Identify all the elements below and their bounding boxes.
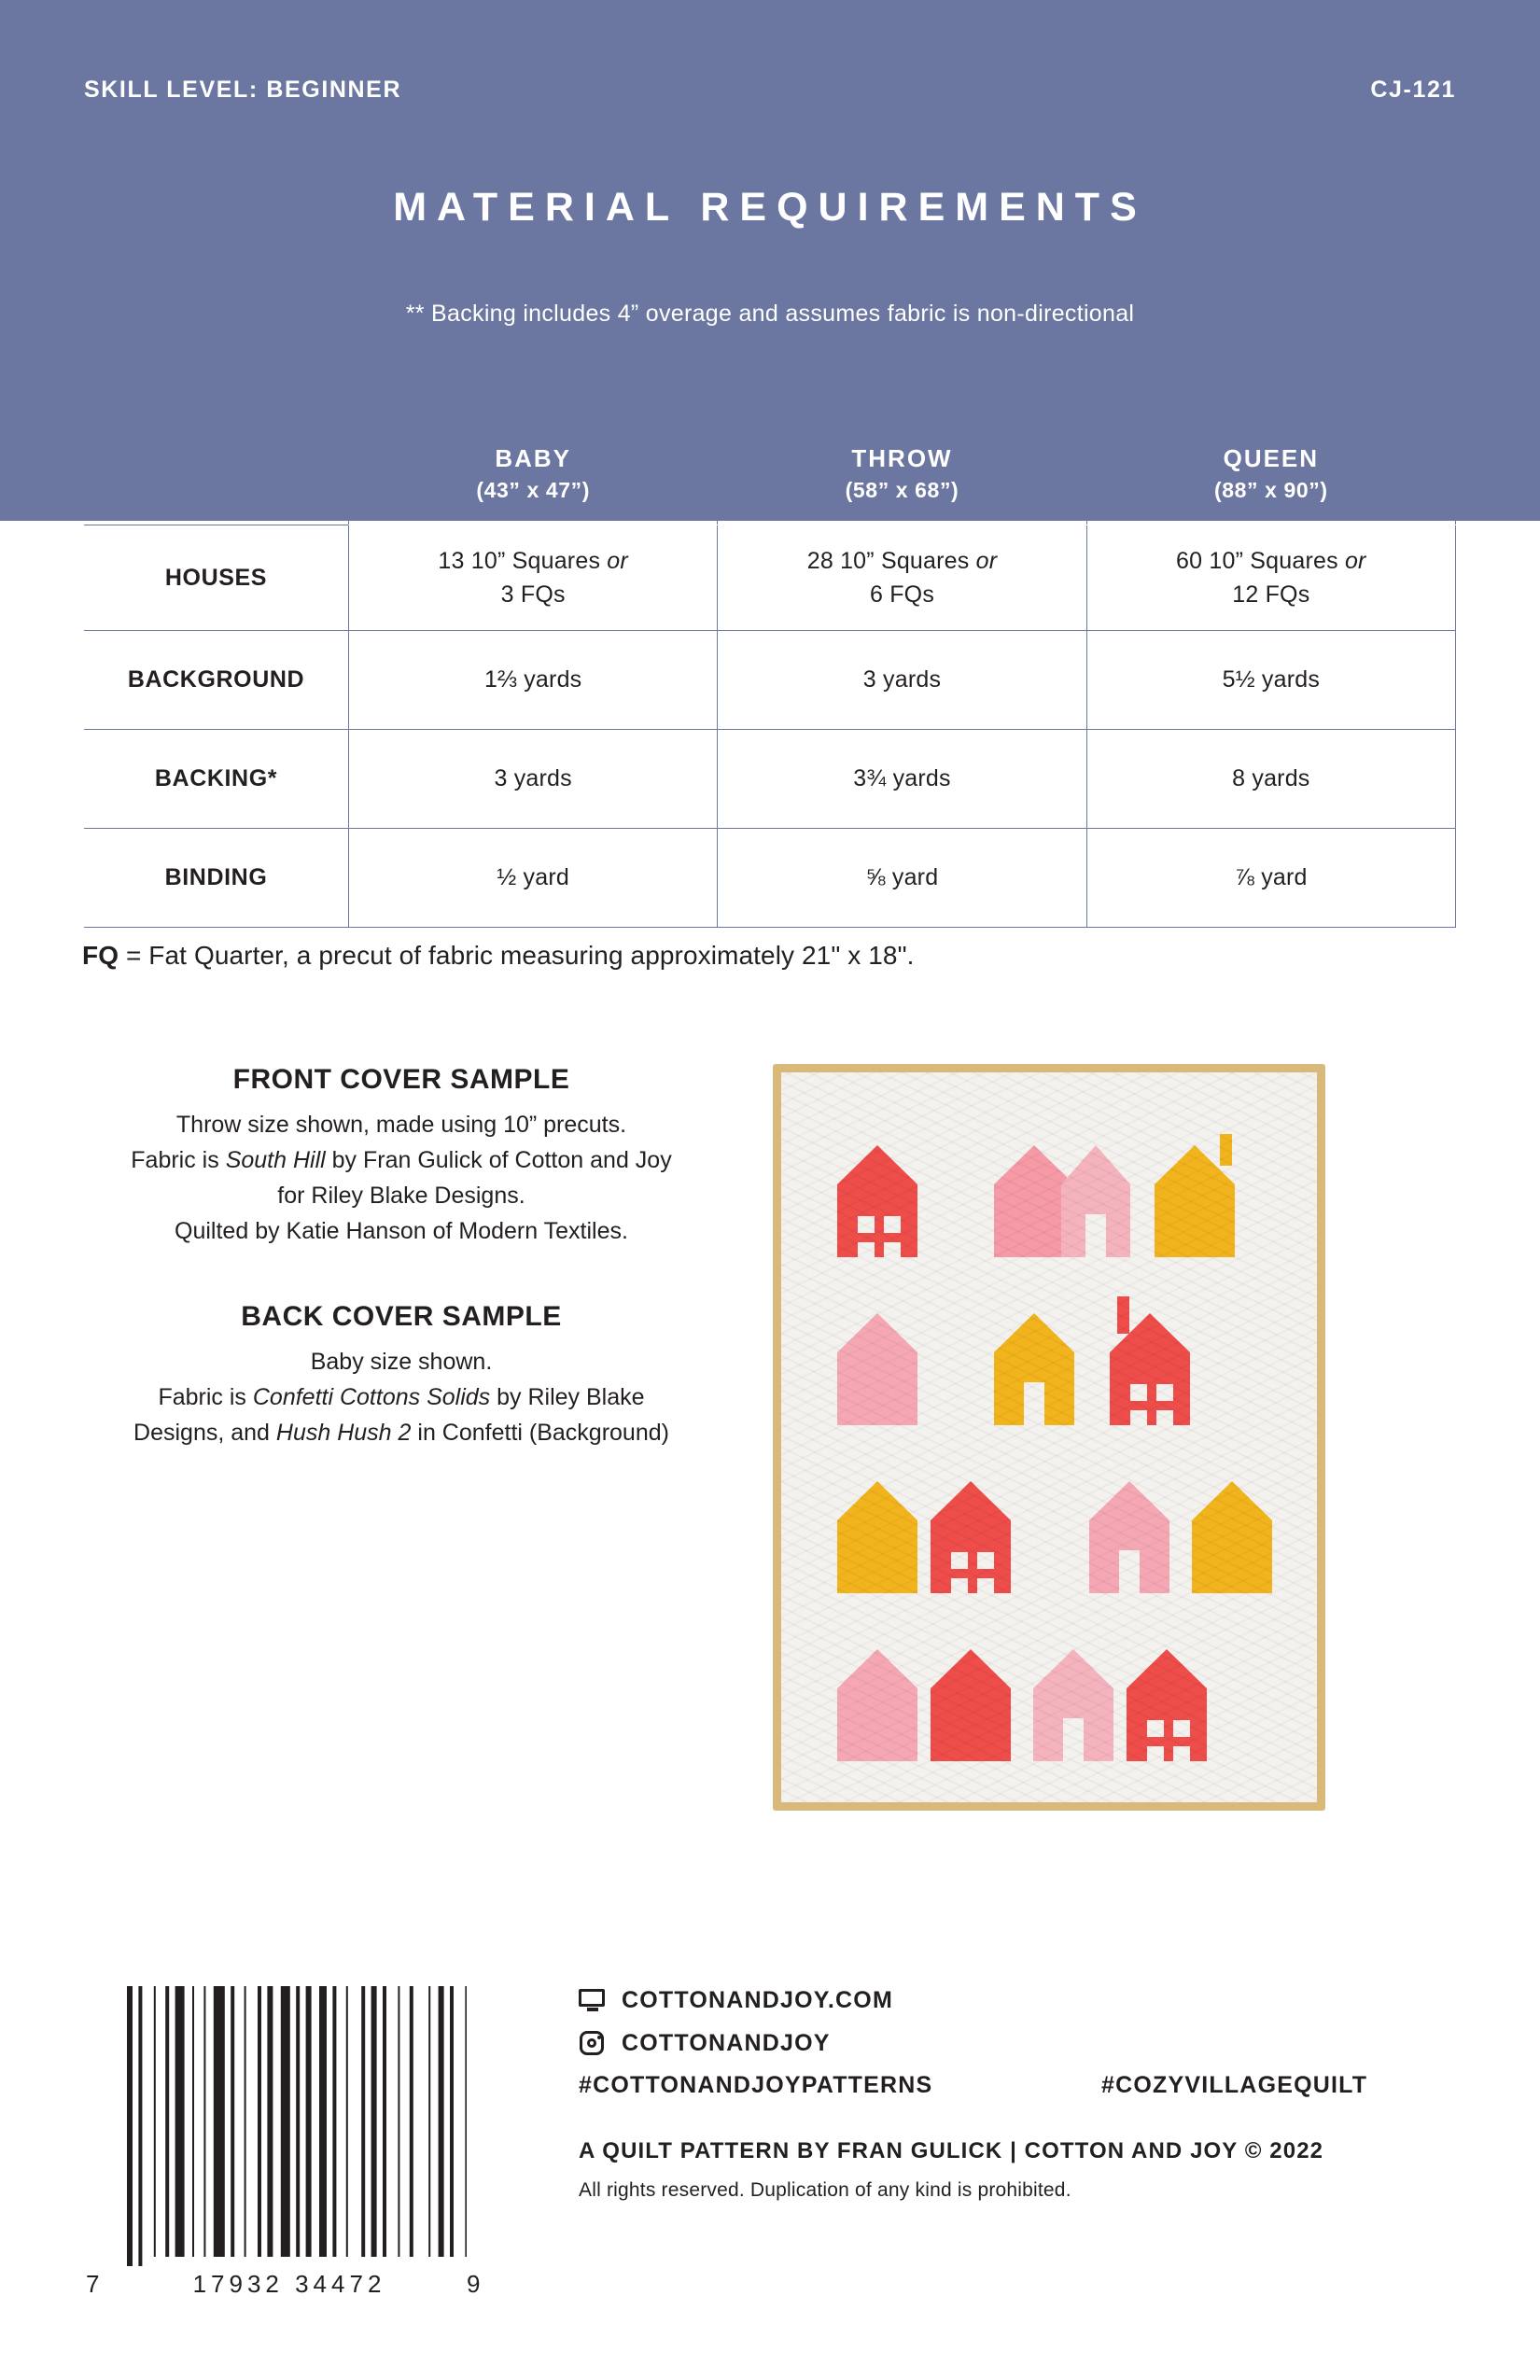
house-roof — [837, 1145, 917, 1184]
house-roof — [1061, 1145, 1130, 1184]
hashtag-row — [579, 2072, 1456, 2099]
house-door — [1119, 1550, 1140, 1593]
house-roof — [1110, 1313, 1190, 1352]
instagram-icon — [579, 2029, 607, 2057]
column-header-queen-dims: (88” x 90”) — [1214, 477, 1328, 502]
cell-background-throw: 3 yards — [718, 631, 1086, 730]
cell-houses-baby — [349, 525, 718, 631]
cell-binding-queen: ⅞ yard — [1086, 829, 1455, 928]
quilt-house-block — [931, 1621, 1011, 1761]
barcode-digits-mid: 17932 34472 — [192, 2270, 386, 2298]
house-roof — [1155, 1145, 1235, 1184]
barcode-digit-right: 9 — [467, 2270, 481, 2298]
house-window — [1156, 1410, 1173, 1427]
cell-backing-queen: 8 yards — [1086, 730, 1455, 829]
house-window — [884, 1216, 901, 1233]
back-cover-sample-body — [75, 1344, 728, 1450]
house-window — [951, 1578, 968, 1595]
house-window — [977, 1578, 994, 1595]
cell-background-baby: 1⅔ yards — [349, 631, 718, 730]
house-window — [1173, 1720, 1190, 1737]
column-header-baby-name: BABY — [495, 443, 571, 472]
house-body — [837, 1688, 917, 1761]
quilt-house-block — [994, 1285, 1074, 1425]
fq-abbr: FQ — [82, 941, 119, 970]
back-line-3a: Designs, and — [133, 1420, 276, 1446]
quilt-house-block — [1192, 1453, 1272, 1593]
barcode — [119, 1986, 467, 2266]
footer-info — [579, 1986, 1456, 2202]
back-line-3b: in Confetti (Background) — [411, 1420, 669, 1446]
quilt-house-block — [931, 1453, 1011, 1593]
quilt-photo — [773, 1064, 1325, 1811]
website-label: COTTONANDJOY.COM — [622, 1986, 893, 2013]
column-header-baby-dims: (43” x 47”) — [476, 477, 590, 502]
front-cover-sample-body — [75, 1107, 728, 1249]
table-corner-cell — [84, 422, 349, 525]
front-line-2b: by Fran Gulick of Cotton and Joy — [325, 1147, 672, 1173]
row-label-binding: BINDING — [84, 829, 349, 928]
cell-houses-throw-or: or — [975, 547, 998, 574]
back-line-2-fabric: Confetti Cottons Solids — [252, 1384, 491, 1410]
cell-houses-throw-a: 28 10” Squares — [806, 547, 976, 574]
back-cover-sample-heading: BACK COVER SAMPLE — [241, 1301, 562, 1332]
fq-definition — [82, 941, 915, 971]
fq-text: = Fat Quarter, a precut of fabric measuring approximately 21" x 18". — [119, 941, 915, 970]
house-window — [858, 1216, 875, 1233]
front-line-2-fabric: South Hill — [225, 1147, 326, 1173]
house-body — [1110, 1352, 1190, 1425]
material-requirements-table — [84, 422, 1456, 928]
cell-background-queen: 5½ yards — [1086, 631, 1455, 730]
back-line-2a: Fabric is — [158, 1384, 253, 1410]
back-line-1: Baby size shown. — [310, 1349, 493, 1375]
skill-level-label: SKILL LEVEL: BEGINNER — [84, 77, 402, 103]
hashtag-patterns: #COTTONANDJOYPATTERNS — [579, 2072, 933, 2098]
house-body — [1127, 1688, 1207, 1761]
instagram-handle: COTTONANDJOY — [622, 2029, 831, 2056]
cell-backing-baby: 3 yards — [349, 730, 718, 829]
house-body — [931, 1520, 1011, 1593]
credit-line: A QUILT PATTERN BY FRAN GULICK | COTTON AND JOY © 2022 — [579, 2138, 1324, 2163]
quilt-field — [781, 1072, 1317, 1802]
house-roof — [1127, 1649, 1207, 1688]
column-header-baby — [349, 422, 718, 525]
column-header-queen — [1086, 422, 1455, 525]
column-header-queen-name: QUEEN — [1223, 443, 1320, 472]
column-header-throw-name: THROW — [851, 443, 953, 472]
house-window — [951, 1552, 968, 1569]
front-cover-sample-heading: FRONT COVER SAMPLE — [232, 1064, 570, 1095]
quilt-house-block — [837, 1453, 917, 1593]
cell-houses-baby-b: 3 FQs — [500, 581, 566, 608]
cell-houses-baby-a: 13 10” Squares — [438, 547, 608, 574]
house-body — [1192, 1520, 1272, 1593]
house-window — [884, 1242, 901, 1259]
column-header-throw — [718, 422, 1086, 525]
house-roof — [837, 1649, 917, 1688]
quilt-house-block — [1061, 1117, 1130, 1257]
cell-houses-baby-or: or — [607, 547, 628, 574]
row-label-background: BACKGROUND — [84, 631, 349, 730]
pattern-code-label: CJ-121 — [1370, 77, 1456, 103]
row-label-backing: BACKING* — [84, 730, 349, 829]
house-window — [1147, 1746, 1164, 1763]
house-window — [977, 1552, 994, 1569]
instagram-line[interactable] — [579, 2029, 1456, 2057]
house-roof — [1192, 1481, 1272, 1520]
quilt-house-block — [837, 1117, 917, 1257]
house-roof — [931, 1481, 1011, 1520]
cell-houses-throw-b: 6 FQs — [869, 581, 935, 608]
cell-houses-queen-or: or — [1344, 547, 1366, 574]
quilt-house-block — [1089, 1453, 1169, 1593]
quilt-house-block — [837, 1621, 917, 1761]
house-window — [1130, 1384, 1147, 1401]
house-body — [837, 1352, 917, 1425]
table-header-row — [84, 422, 1456, 525]
house-roof — [837, 1313, 917, 1352]
house-window — [1156, 1384, 1173, 1401]
house-window — [858, 1242, 875, 1259]
table-row — [84, 829, 1456, 928]
front-line-3: for Riley Blake Designs. — [277, 1183, 525, 1209]
quilt-house-block — [1155, 1117, 1235, 1257]
row-label-houses: HOUSES — [84, 525, 349, 631]
quilt-house-block — [1033, 1621, 1113, 1761]
backing-note: ** Backing includes 4” overage and assumes fabric is non-directional — [405, 301, 1135, 327]
sample-notes — [75, 1064, 728, 1450]
house-body — [1155, 1184, 1235, 1257]
column-header-throw-dims: (58” x 68”) — [845, 477, 959, 502]
front-line-1: Throw size shown, made using 10” precuts. — [175, 1112, 627, 1138]
house-roof — [1089, 1481, 1169, 1520]
house-window — [1147, 1720, 1164, 1737]
quilt-house-block — [1127, 1621, 1207, 1761]
house-door — [1024, 1382, 1044, 1425]
rights-line: All rights reserved. Duplication of any kind is prohibited. — [579, 2179, 1071, 2201]
quilt-house-block — [837, 1285, 917, 1425]
house-roof — [1033, 1649, 1113, 1688]
house-roof — [994, 1313, 1074, 1352]
monitor-icon — [579, 1986, 607, 2014]
back-cover-sample-block — [75, 1301, 728, 1450]
house-door — [1063, 1718, 1084, 1761]
cell-houses-queen-a: 60 10” Squares — [1176, 547, 1345, 574]
table-row — [84, 730, 1456, 829]
house-body — [931, 1688, 1011, 1761]
front-cover-sample-block — [75, 1064, 728, 1249]
cell-houses-queen-b: 12 FQs — [1232, 581, 1310, 608]
house-body — [837, 1184, 917, 1257]
house-door — [1085, 1214, 1106, 1257]
house-window — [1173, 1746, 1190, 1763]
table-row — [84, 525, 1456, 631]
table-row — [84, 631, 1456, 730]
page-title: MATERIAL REQUIREMENTS — [393, 185, 1147, 230]
house-roof — [837, 1481, 917, 1520]
back-line-3-fabric: Hush Hush 2 — [275, 1420, 412, 1446]
house-roof — [931, 1649, 1011, 1688]
back-line-2b: by Riley Blake — [490, 1384, 645, 1410]
website-line[interactable] — [579, 1986, 1456, 2014]
cell-houses-queen — [1086, 525, 1455, 631]
front-line-4: Quilted by Katie Hanson of Modern Textiles. — [175, 1218, 628, 1244]
house-body — [837, 1520, 917, 1593]
cell-binding-baby: ½ yard — [349, 829, 718, 928]
front-line-2a: Fabric is — [131, 1147, 226, 1173]
cell-backing-throw: 3¾ yards — [718, 730, 1086, 829]
cell-binding-throw: ⅝ yard — [718, 829, 1086, 928]
hashtag-quilt: #COZYVILLAGEQUILT — [1101, 2072, 1368, 2098]
house-window — [1130, 1410, 1147, 1427]
barcode-digit-left: 7 — [86, 2270, 100, 2298]
quilt-house-block — [1110, 1285, 1190, 1425]
cell-houses-throw — [718, 525, 1086, 631]
